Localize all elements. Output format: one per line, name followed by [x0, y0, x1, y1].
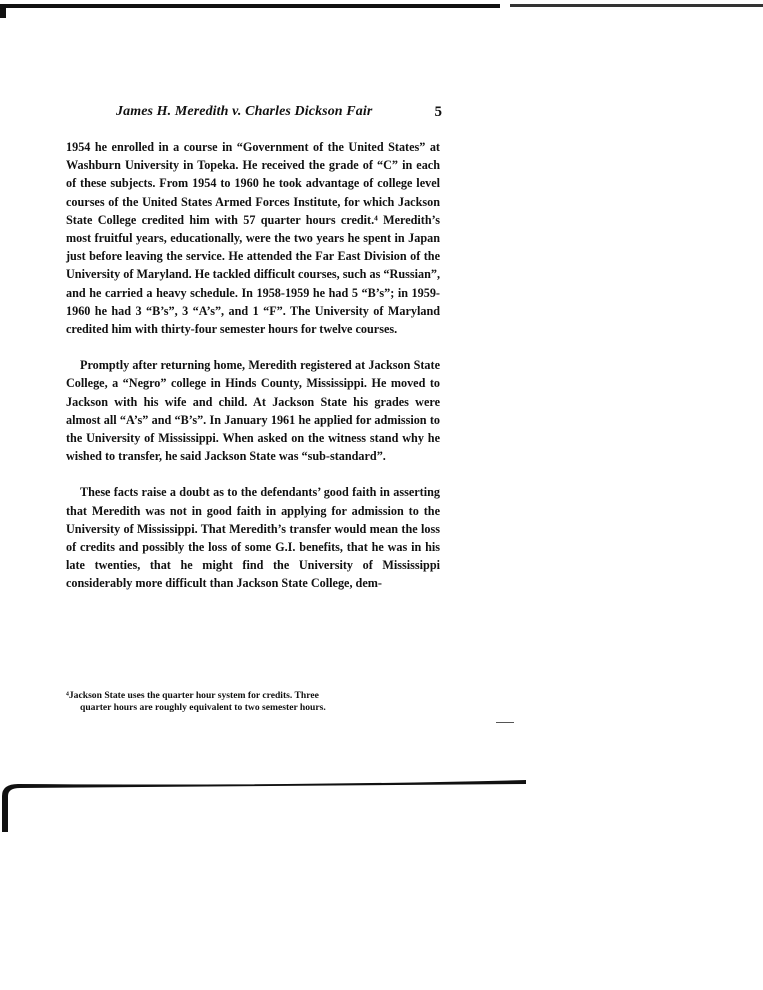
body-text [66, 138, 440, 593]
page-number: 5 [434, 104, 442, 120]
scan-edge-mark [0, 8, 6, 18]
footnote-line-2: quarter hours are roughly equivalent to two semester hours. [80, 702, 326, 713]
paragraph: Promptly after returning home, Meredith registered at Jackson State College, a “Negro” college in Hinds County, Mississippi. He moved to Jackson with his wife and child. At Jackson State his grades were almost all “A’s” and “B’s”. In January 1961 he applied for admission to the University of Mississippi. When asked on the witness stand why he wished to transfer, he said Jackson State was “sub-standard”. [66, 358, 440, 464]
scan-edge-bottom [0, 772, 530, 832]
running-head-title: James H. Meredith v. Charles Dickson Fair [116, 104, 373, 119]
scan-mark [496, 722, 514, 723]
paragraph: 1954 he enrolled in a course in “Government of the United States” at Washburn University in Topeka. He received the grade of “C” in each of these subjects. From 1954 to 1960 he took advantage of college level courses of the United States Armed Forces Institute, for which Jackson State College credited him with 57 quarter hours credit.⁴ Meredith’s most fruitful years, educationally, were the two years he spent in Japan just before leaving the service. He attended the Far East Division of the University of Maryland. He tackled difficult courses, such as “Russian”, and he carried a heavy schedule. In 1958-1959 he had 5 “B’s”; in 1959-1960 he had 3 “B’s”, 3 “A’s”, and 1 “F”. The University of Maryland credited him with thirty-four semester hours for twelve courses. [66, 140, 440, 337]
scan-edge-top-left [0, 4, 500, 8]
footnote [66, 690, 440, 714]
paragraph: These facts raise a doubt as to the defendants’ good faith in asserting that Meredith was not in good faith in applying for admission to the University of Mississippi. That Meredith’s transfer would mean the loss of credits and possibly the loss of some G.I. benefits, that he was in his late twenties, that he might find the University of Mississippi considerably more difficult than Jackson State College, dem- [66, 485, 440, 591]
scan-edge-top-right [510, 4, 763, 7]
running-head [92, 104, 442, 126]
footnote-line-1: ⁴Jackson State uses the quarter hour system for credits. Three [66, 690, 319, 701]
